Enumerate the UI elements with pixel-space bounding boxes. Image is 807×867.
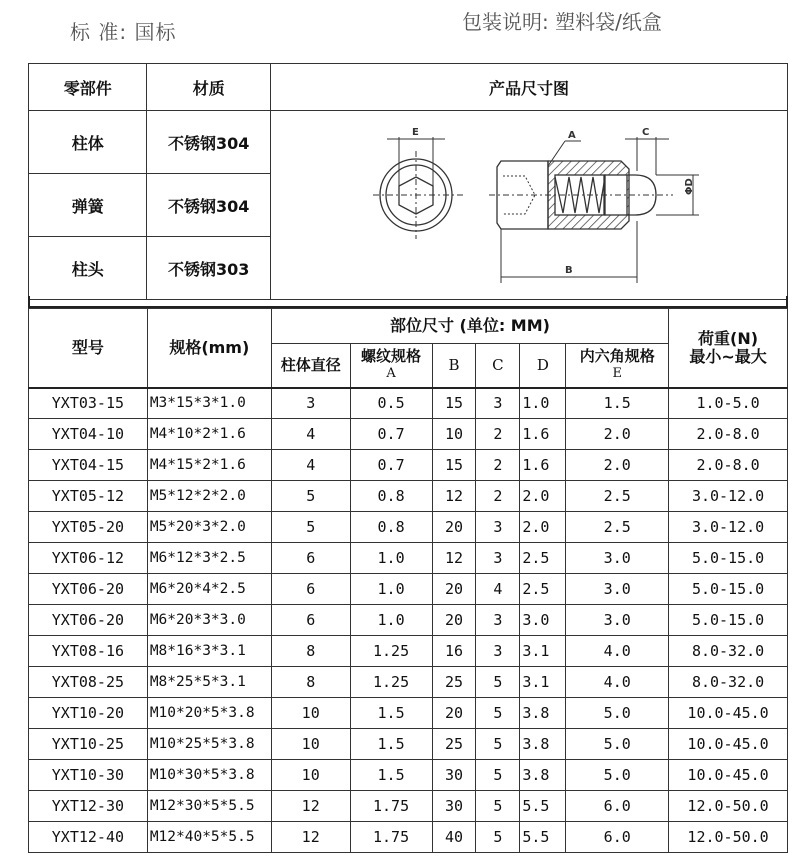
spec-table (28, 308, 788, 853)
cell-load: 8.0-32.0 (669, 667, 788, 698)
cell-d: 5.5 (520, 822, 566, 853)
cell-c: 5 (476, 667, 520, 698)
cell-thread-a: 1.25 (350, 636, 432, 667)
cell-body-diameter: 10 (271, 760, 350, 791)
cell-hex-e: 4.0 (566, 636, 669, 667)
spring-plunger-drawing-icon (273, 111, 785, 295)
cell-spec: M5*12*2*2.0 (147, 481, 271, 512)
part-material: 不锈钢304 (147, 111, 271, 174)
cell-body-diameter: 10 (271, 729, 350, 760)
cell-hex-e: 3.0 (566, 605, 669, 636)
thread-sub-label: A (386, 366, 396, 382)
cell-b: 10 (432, 419, 476, 450)
table-row (29, 667, 788, 698)
cell-spec: M6*20*3*3.0 (147, 605, 271, 636)
cell-spec: M4*15*2*1.6 (147, 450, 271, 481)
cell-c: 3 (476, 636, 520, 667)
cell-hex-e: 3.0 (566, 574, 669, 605)
cell-spec: M5*20*3*2.0 (147, 512, 271, 543)
cell-d: 2.0 (520, 481, 566, 512)
cell-load: 5.0-15.0 (669, 605, 788, 636)
dim-label-a: A (568, 130, 576, 141)
cell-thread-a: 1.75 (350, 822, 432, 853)
cell-c: 3 (476, 605, 520, 636)
table-row (29, 605, 788, 636)
cell-load: 5.0-15.0 (669, 543, 788, 574)
parts-row (29, 111, 788, 174)
cell-b: 20 (432, 698, 476, 729)
cell-body-diameter: 6 (271, 605, 350, 636)
cell-model: YXT05-12 (29, 481, 148, 512)
cell-load: 10.0-45.0 (669, 698, 788, 729)
cell-c: 5 (476, 760, 520, 791)
cell-thread-a: 1.5 (350, 760, 432, 791)
cell-load: 10.0-45.0 (669, 729, 788, 760)
table-row (29, 760, 788, 791)
dim-label-d: ΦD (684, 178, 695, 195)
table-row (29, 636, 788, 667)
cell-body-diameter: 10 (271, 698, 350, 729)
load-range-label: 最小~最大 (689, 346, 767, 366)
standard-note: 标 准: 国标 (70, 20, 177, 44)
cell-load: 1.0-5.0 (669, 388, 788, 419)
cell-body-diameter: 4 (271, 450, 350, 481)
cell-model: YXT06-12 (29, 543, 148, 574)
table-row (29, 791, 788, 822)
part-name: 弹簧 (29, 174, 147, 237)
cell-model: YXT06-20 (29, 605, 148, 636)
cell-model: YXT06-20 (29, 574, 148, 605)
cell-d: 3.1 (520, 636, 566, 667)
cell-c: 4 (476, 574, 520, 605)
table-row (29, 512, 788, 543)
cell-model: YXT12-40 (29, 822, 148, 853)
cell-hex-e: 1.5 (566, 388, 669, 419)
header-model: 型号 (29, 309, 148, 388)
cell-hex-e: 6.0 (566, 791, 669, 822)
cell-d: 3.8 (520, 729, 566, 760)
cell-spec: M8*25*5*3.1 (147, 667, 271, 698)
cell-model: YXT05-20 (29, 512, 148, 543)
cell-thread-a: 1.0 (350, 574, 432, 605)
part-name: 柱头 (29, 237, 147, 300)
cell-model: YXT10-30 (29, 760, 148, 791)
header-thread (350, 344, 432, 388)
cell-thread-a: 0.7 (350, 419, 432, 450)
cell-model: YXT03-15 (29, 388, 148, 419)
cell-spec: M12*40*5*5.5 (147, 822, 271, 853)
cell-thread-a: 0.7 (350, 450, 432, 481)
header-c: C (476, 344, 520, 388)
cell-c: 3 (476, 388, 520, 419)
table-separator (28, 296, 788, 308)
cell-thread-a: 0.5 (350, 388, 432, 419)
cell-b: 30 (432, 760, 476, 791)
dim-label-c: C (642, 127, 650, 138)
cell-thread-a: 1.5 (350, 729, 432, 760)
cell-hex-e: 5.0 (566, 729, 669, 760)
cell-load: 5.0-15.0 (669, 574, 788, 605)
cell-b: 20 (432, 605, 476, 636)
header-dimensions-group: 部位尺寸 (单位: MM) (271, 309, 668, 344)
cell-d: 2.5 (520, 574, 566, 605)
cell-spec: M10*30*5*3.8 (147, 760, 271, 791)
cell-spec: M12*30*5*5.5 (147, 791, 271, 822)
cell-body-diameter: 6 (271, 574, 350, 605)
cell-body-diameter: 6 (271, 543, 350, 574)
cell-b: 16 (432, 636, 476, 667)
cell-model: YXT10-25 (29, 729, 148, 760)
part-material: 不锈钢303 (147, 237, 271, 300)
cell-load: 8.0-32.0 (669, 636, 788, 667)
header-spec: 规格(mm) (147, 309, 271, 388)
cell-body-diameter: 12 (271, 791, 350, 822)
cell-c: 2 (476, 450, 520, 481)
header-hex (566, 344, 669, 388)
header-material: 材质 (147, 64, 271, 111)
cell-model: YXT04-10 (29, 419, 148, 450)
header-body-diameter: 柱体直径 (271, 344, 350, 388)
cell-hex-e: 2.5 (566, 481, 669, 512)
cell-spec: M8*16*3*3.1 (147, 636, 271, 667)
product-dimension-drawing (271, 111, 788, 300)
cell-thread-a: 1.0 (350, 605, 432, 636)
cell-d: 1.0 (520, 388, 566, 419)
cell-spec: M10*25*5*3.8 (147, 729, 271, 760)
part-material: 不锈钢304 (147, 174, 271, 237)
cell-model: YXT04-15 (29, 450, 148, 481)
table-row (29, 388, 788, 419)
cell-load: 2.0-8.0 (669, 419, 788, 450)
cell-load: 10.0-45.0 (669, 760, 788, 791)
header-drawing: 产品尺寸图 (271, 64, 788, 111)
cell-d: 3.1 (520, 667, 566, 698)
cell-b: 12 (432, 481, 476, 512)
cell-c: 2 (476, 481, 520, 512)
cell-load: 12.0-50.0 (669, 791, 788, 822)
cell-hex-e: 3.0 (566, 543, 669, 574)
cell-d: 2.0 (520, 512, 566, 543)
cell-b: 15 (432, 388, 476, 419)
cell-load: 12.0-50.0 (669, 822, 788, 853)
cell-spec: M3*15*3*1.0 (147, 388, 271, 419)
hex-sub-label: E (612, 366, 622, 382)
part-name: 柱体 (29, 111, 147, 174)
cell-spec: M6*12*3*2.5 (147, 543, 271, 574)
cell-b: 25 (432, 729, 476, 760)
cell-b: 40 (432, 822, 476, 853)
cell-b: 20 (432, 512, 476, 543)
cell-hex-e: 2.0 (566, 450, 669, 481)
cell-model: YXT10-20 (29, 698, 148, 729)
cell-hex-e: 4.0 (566, 667, 669, 698)
table-row (29, 419, 788, 450)
cell-hex-e: 6.0 (566, 822, 669, 853)
cell-d: 3.0 (520, 605, 566, 636)
load-label: 荷重(N) (698, 328, 759, 348)
cell-d: 1.6 (520, 419, 566, 450)
cell-d: 1.6 (520, 450, 566, 481)
cell-b: 20 (432, 574, 476, 605)
table-row (29, 543, 788, 574)
cell-d: 3.8 (520, 760, 566, 791)
cell-c: 5 (476, 729, 520, 760)
cell-c: 5 (476, 822, 520, 853)
table-row (29, 450, 788, 481)
cell-body-diameter: 5 (271, 512, 350, 543)
cell-model: YXT08-16 (29, 636, 148, 667)
parts-material-table (28, 63, 788, 300)
cell-model: YXT12-30 (29, 791, 148, 822)
dim-label-e: E (412, 127, 419, 138)
cell-thread-a: 1.5 (350, 698, 432, 729)
cell-c: 3 (476, 512, 520, 543)
cell-load: 2.0-8.0 (669, 450, 788, 481)
cell-body-diameter: 8 (271, 636, 350, 667)
cell-hex-e: 2.5 (566, 512, 669, 543)
hex-label: 内六角规格 (579, 347, 655, 366)
cell-load: 3.0-12.0 (669, 512, 788, 543)
cell-b: 15 (432, 450, 476, 481)
cell-spec: M4*10*2*1.6 (147, 419, 271, 450)
thread-label: 螺纹规格 (361, 347, 422, 366)
cell-d: 3.8 (520, 698, 566, 729)
cell-body-diameter: 5 (271, 481, 350, 512)
cell-load: 3.0-12.0 (669, 481, 788, 512)
cell-thread-a: 1.0 (350, 543, 432, 574)
cell-body-diameter: 3 (271, 388, 350, 419)
cell-thread-a: 1.75 (350, 791, 432, 822)
table-row (29, 481, 788, 512)
dim-label-b: B (565, 265, 573, 276)
cell-body-diameter: 12 (271, 822, 350, 853)
header-part: 零部件 (29, 64, 147, 111)
cell-thread-a: 0.8 (350, 481, 432, 512)
cell-hex-e: 2.0 (566, 419, 669, 450)
cell-c: 2 (476, 419, 520, 450)
cell-c: 3 (476, 543, 520, 574)
cell-c: 5 (476, 698, 520, 729)
table-row (29, 822, 788, 853)
cell-spec: M10*20*5*3.8 (147, 698, 271, 729)
cell-thread-a: 0.8 (350, 512, 432, 543)
cell-d: 2.5 (520, 543, 566, 574)
cell-body-diameter: 4 (271, 419, 350, 450)
cell-model: YXT08-25 (29, 667, 148, 698)
cell-b: 12 (432, 543, 476, 574)
table-row (29, 698, 788, 729)
table-row (29, 729, 788, 760)
header-b: B (432, 344, 476, 388)
cell-body-diameter: 8 (271, 667, 350, 698)
cell-b: 25 (432, 667, 476, 698)
cell-spec: M6*20*4*2.5 (147, 574, 271, 605)
header-d: D (520, 344, 566, 388)
cell-b: 30 (432, 791, 476, 822)
cell-c: 5 (476, 791, 520, 822)
cell-thread-a: 1.25 (350, 667, 432, 698)
cell-d: 5.5 (520, 791, 566, 822)
table-row (29, 574, 788, 605)
cell-hex-e: 5.0 (566, 698, 669, 729)
packaging-note: 包装说明: 塑料袋/纸盒 (462, 10, 662, 34)
header-load (669, 309, 788, 388)
cell-hex-e: 5.0 (566, 760, 669, 791)
